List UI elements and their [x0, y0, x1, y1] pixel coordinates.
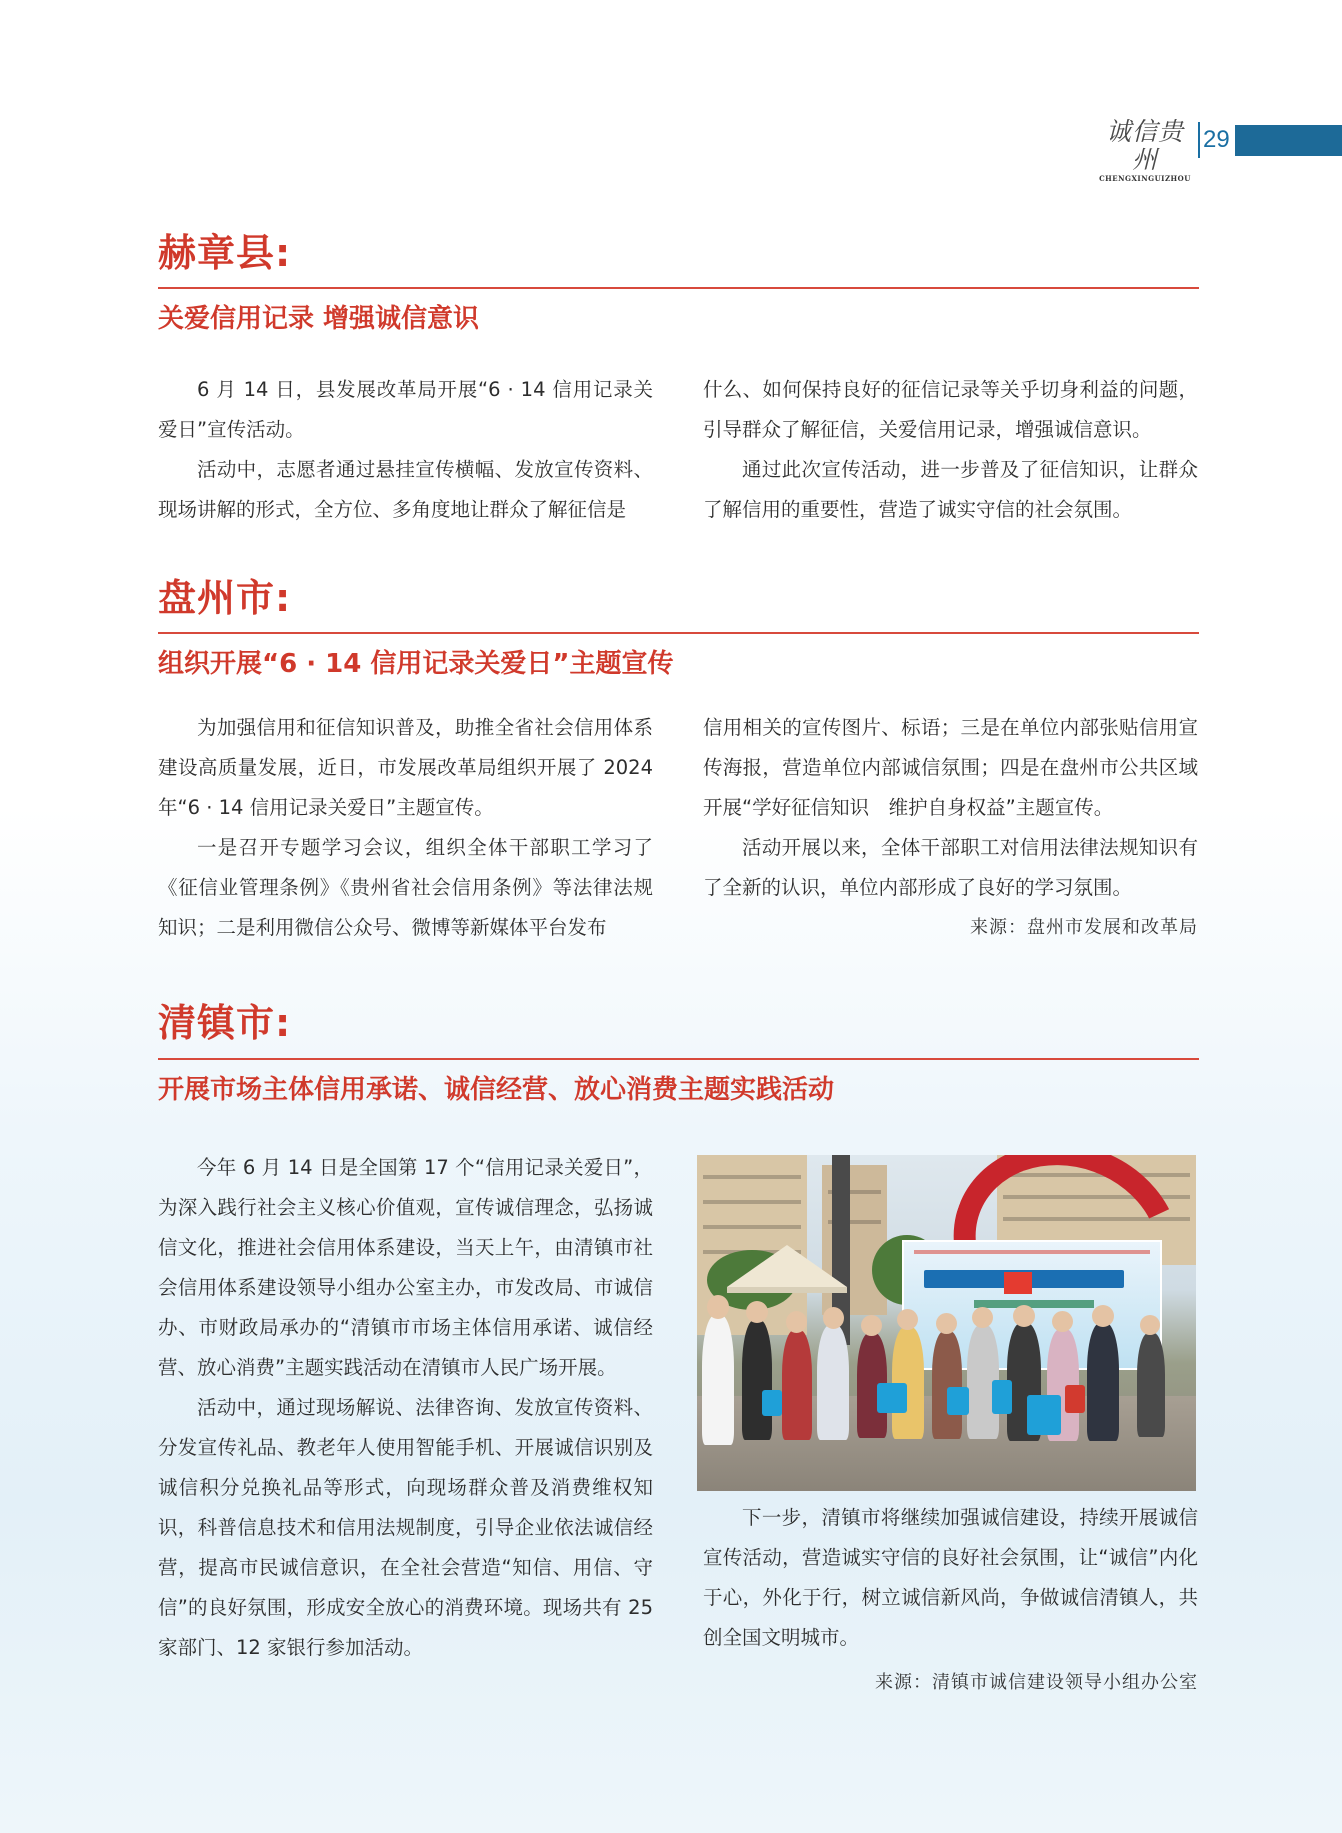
page-number: 29	[1203, 126, 1230, 153]
event-photo	[697, 1155, 1196, 1491]
paragraph: 今年 6 月 14 日是全国第 17 个“信用记录关爱日”，为深入践行社会主义核心价值观，宣传诚信理念，弘扬诚信文化，推进社会信用体系建设，当天上午，由清镇市社会信用体系建设领导小组办公室主办，市发改局、市诚信办、市财政局承办的“清镇市市场主体信用承诺、诚信经营、放心消费”主题实践活动在清镇市人民广场开展。	[158, 1156, 653, 1379]
paragraph: 活动中，通过现场解说、法律咨询、发放宣传资料、分发宣传礼品、教老年人使用智能手机、开展诚信识别及诚信积分兑换礼品等形式，向现场群众普及消费维权知识，科普信息技术和信用法规制度，引导企业依法诚信经营，提高市民诚信意识，在全社会营造“知信、用信、守信”的良好氛围，形成安全放心的消费环境。现场共有 25 家部门、12 家银行参加活动。	[158, 1396, 653, 1659]
section-rule	[158, 287, 1199, 289]
section-title-qingzhen: 清镇市:	[158, 1001, 292, 1045]
article-column-left	[158, 708, 653, 948]
section-rule	[158, 1058, 1199, 1060]
logo-pinyin: CHENGXINGUIZHOU	[1099, 174, 1191, 183]
article-column-right	[703, 708, 1198, 908]
article-column-right	[703, 370, 1198, 530]
header-color-band	[1235, 125, 1342, 156]
section-rule	[158, 632, 1199, 634]
paragraph: 通过此次宣传活动，进一步普及了征信知识，让群众了解信用的重要性，营造了诚实守信的社会氛围。	[703, 458, 1198, 521]
magazine-logo	[1095, 117, 1195, 183]
paragraph: 活动开展以来，全体干部职工对信用法律法规知识有了全新的认识，单位内部形成了良好的学习氛围。	[703, 836, 1198, 899]
article-column-left	[158, 370, 653, 530]
paragraph: 活动中，志愿者通过悬挂宣传横幅、发放宣传资料、现场讲解的形式，全方位、多角度地让群众了解征信是	[158, 458, 653, 521]
article-column-left	[158, 1148, 653, 1668]
section-subtitle-hezhang: 关爱信用记录 增强诚信意识	[158, 304, 480, 334]
source-credit-qingzhen: 来源：清镇市诚信建设领导小组办公室	[875, 1672, 1198, 1693]
paragraph: 下一步，清镇市将继续加强诚信建设，持续开展诚信宣传活动，营造诚实守信的良好社会氛围，让“诚信”内化于心，外化于行，树立诚信新风尚，争做诚信清镇人，共创全国文明城市。	[703, 1506, 1198, 1649]
article-column-right	[703, 1498, 1198, 1658]
source-credit-panzhou: 来源：盘州市发展和改革局	[970, 917, 1198, 938]
section-subtitle-panzhou: 组织开展“6 · 14 信用记录关爱日”主题宣传	[158, 649, 674, 679]
logo-text: 诚信贵州	[1105, 117, 1184, 174]
paragraph: 什么、如何保持良好的征信记录等关乎切身利益的问题，引导群众了解征信，关爱信用记录，增强诚信意识。	[703, 378, 1198, 441]
paragraph: 6 月 14 日，县发展改革局开展“6 · 14 信用记录关爱日”宣传活动。	[158, 378, 653, 441]
header-separator	[1198, 122, 1200, 158]
paragraph: 一是召开专题学习会议，组织全体干部职工学习了《征信业管理条例》《贵州省社会信用条例》等法律法规知识；二是利用微信公众号、微博等新媒体平台发布	[158, 836, 653, 939]
section-title-panzhou: 盘州市:	[158, 576, 292, 620]
section-title-hezhang: 赫章县:	[158, 231, 292, 275]
paragraph: 为加强信用和征信知识普及，助推全省社会信用体系建设高质量发展，近日，市发展改革局组织开展了 2024 年“6 · 14 信用记录关爱日”主题宣传。	[158, 716, 653, 819]
section-subtitle-qingzhen: 开展市场主体信用承诺、诚信经营、放心消费主题实践活动	[158, 1075, 835, 1105]
paragraph: 信用相关的宣传图片、标语；三是在单位内部张贴信用宣传海报，营造单位内部诚信氛围；四是在盘州市公共区域开展“学好征信知识 维护自身权益”主题宣传。	[703, 716, 1198, 819]
